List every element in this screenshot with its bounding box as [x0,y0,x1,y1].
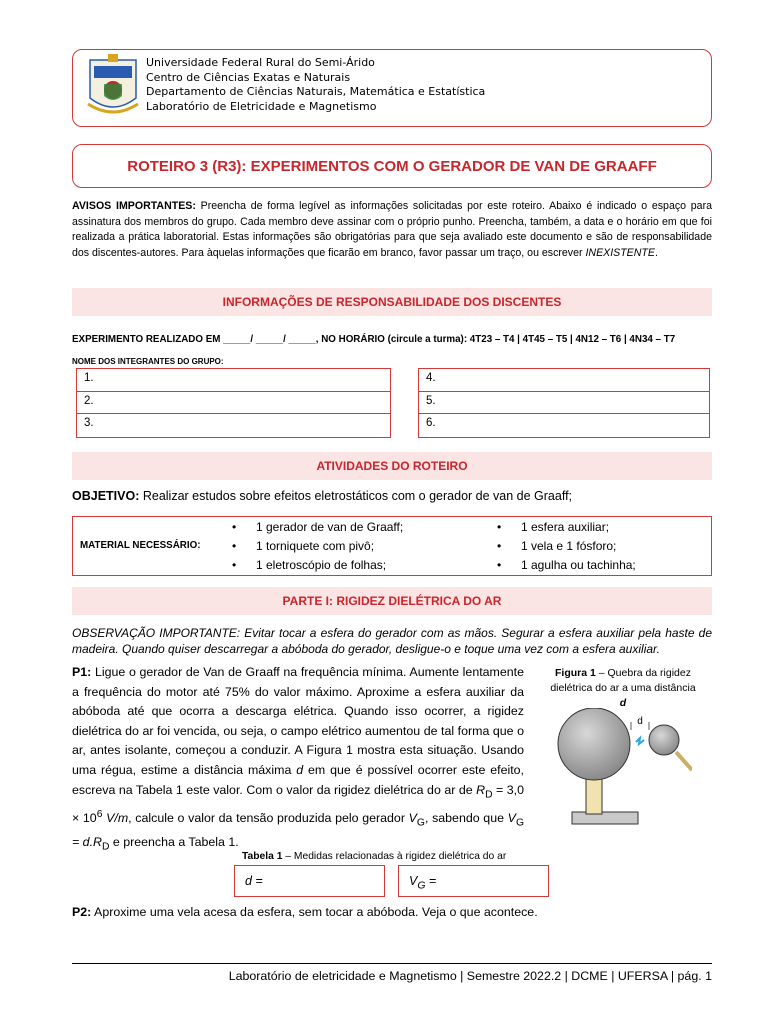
var-v: V [408,810,417,825]
table1-cell-vg[interactable] [398,865,549,897]
p2-text: Aproxime uma vela acesa da esfera, sem tocar a abóboda. Veja o que acontece. [91,905,538,919]
p2-paragraph [72,905,538,919]
figure-caption-text: – Quebra da rigidez dielétrica do ar a uma distância [550,667,696,694]
institution-line: Centro de Ciências Exatas e Naturais [146,70,351,84]
list-item: • 1 eletroscópio de folhas; [232,558,387,572]
cell-sub-g: G [417,880,426,892]
list-item: • 1 esfera auxiliar; [497,520,610,534]
cell-eq: = [425,874,437,888]
name-row-5[interactable]: 5. [419,392,709,415]
footer-divider [72,963,712,964]
figure-d-label: d [637,716,643,727]
var-r: R [476,782,486,797]
sub-g: G [416,817,425,829]
rd-unit: V/m [102,810,129,825]
name-row-4[interactable]: 4. [419,369,709,392]
p1-text: , calcule o valor da tensão produzida pelo gerador [128,810,409,825]
notice-end: . [654,246,658,259]
figure-var-d: d [619,697,627,709]
table1-caption-text: – Medidas relacionadas à rigidez dielétrica do ar [282,851,507,862]
p1-paragraph [72,663,524,857]
var-d: d [296,762,304,777]
objective [72,489,572,503]
objective-label: OBJETIVO: [72,489,140,503]
group-names-label: NOME DOS INTEGRANTES DO GRUPO: [72,357,224,366]
section-part1-header: PARTE I: RIGIDEZ DIELÉTRICA DO AR [72,587,712,615]
p1-text: e preencha a Tabela 1. [109,834,239,849]
page-footer: Laboratório de eletricidade e Magnetismo | Semestre 2022.2 | DCME | UFERSA | pág. 1 [228,969,712,983]
names-table-left [76,368,391,438]
section-info-header: INFORMAÇÕES DE RESPONSABILIDADE DOS DISCENTES [72,288,712,316]
formula-sub-g: G [515,817,524,829]
name-row-3[interactable]: 3. [84,417,94,429]
van-de-graaff-figure [552,708,692,830]
institution-line: Departamento de Ciências Naturais, Matemática e Estatística [146,85,486,98]
name-row-6[interactable]: 6. [426,417,436,429]
materials-list-2 [497,518,636,575]
table1-label: Tabela 1 [242,851,283,862]
institution-line: Universidade Federal Rural do Semi-Árido [146,56,375,69]
p1-label: P1: [72,665,92,679]
notice-text: Preencha de forma legível as informações solicitadas por este roteiro. Abaixo é indicado o espaço para assinatura dos membros do grupo. Cada membro deve assinar com o próprio punho. Preencha, também, a data e o horário em que foi realizada a prática laboratorial. Estas informações são obrigatórias para que seja avaliado este documento e são de responsabilidade dos discentes-autores. Para àquelas informações que ficarão em branco, favor passar um traço, ou escrever [72,200,712,259]
list-item: • 1 vela e 1 fósforo; [497,539,617,553]
observation-note: OBSERVAÇÃO IMPORTANTE: Evitar tocar a esfera do gerador com as mãos. Segurar a esfera auxiliar pela haste de madeira. Quando quiser descarregar a abóboda do gerador, desligue-o e toque uma vez com a esfera auxiliar. [72,626,712,656]
p2-label: P2: [72,905,92,919]
names-table-right [418,368,710,438]
list-item: • 1 agulha ou tachinha; [497,558,636,572]
p1-text: Ligue o gerador de Van de Graaff na frequência mínima. Aumente lentamente a frequência do motor até 75% do valor máximo. Aproxime a esfera auxiliar da abóboda até que ocorra a descarga elétrica. Quando isso ocorrer, a rigidez dielétrica do ar foi vencida, ou seja, o campo elétrico aumentou de tal forma que o ar, antes isolante, começou a conduzir. A Figura 1 mostra esta situação. Usando uma régua, estime a distância máxima [72,665,524,777]
cell-var-v: V [409,874,418,888]
notice-emphasis: INEXISTENTE [585,246,655,259]
notice-label: AVISOS IMPORTANTES: [72,200,196,212]
rd-value: = 3,0 × 10 [72,782,524,825]
p1-text: , sabendo que [424,810,508,825]
table1-cell-d[interactable]: d = [234,865,385,897]
list-item: • 1 torniquete com pivô; [232,539,375,553]
formula-rest: = d.R [72,834,102,849]
objective-text: Realizar estudos sobre efeitos eletrostáticos com o gerador de van de Graaff; [139,489,573,503]
rd-exponent: 6 [96,808,103,820]
university-seal-icon [86,54,140,120]
p1-text: em que é possível ocorrer este efeito, escreva na Tabela 1 este valor. Com o valor da rigidez dielétrica do ar de [72,762,525,797]
name-row-2[interactable]: 2. [77,392,390,415]
table1-caption [242,851,506,862]
list-item: • 1 gerador de van de Graaff; [232,520,404,534]
figure-caption [534,666,712,711]
section-activities-header: ATIVIDADES DO ROTEIRO [72,452,712,480]
sub-d: D [485,789,493,801]
materials-list-1 [232,518,403,575]
institution-line: Laboratório de Eletricidade e Magnetismo [146,99,377,113]
name-row-1[interactable]: 1. [77,369,390,392]
figure-label: Figura 1 [555,667,596,679]
formula-v: V [507,810,516,825]
document-title: ROTEIRO 3 (R3): EXPERIMENTOS COM O GERADOR DE VAN DE GRAAFF [72,144,712,188]
experiment-date-line: EXPERIMENTO REALIZADO EM _____/ _____/ _____, NO HORÁRIO (circule a turma): 4T23 – T4 | 4T45 – T5 | 4N12 – T6 | 4N34 – T7 [72,334,676,345]
institution-block [146,56,485,114]
formula-sub-d: D [101,841,110,853]
materials-label: MATERIAL NECESSÁRIO: [80,540,201,551]
important-notice [72,199,712,261]
